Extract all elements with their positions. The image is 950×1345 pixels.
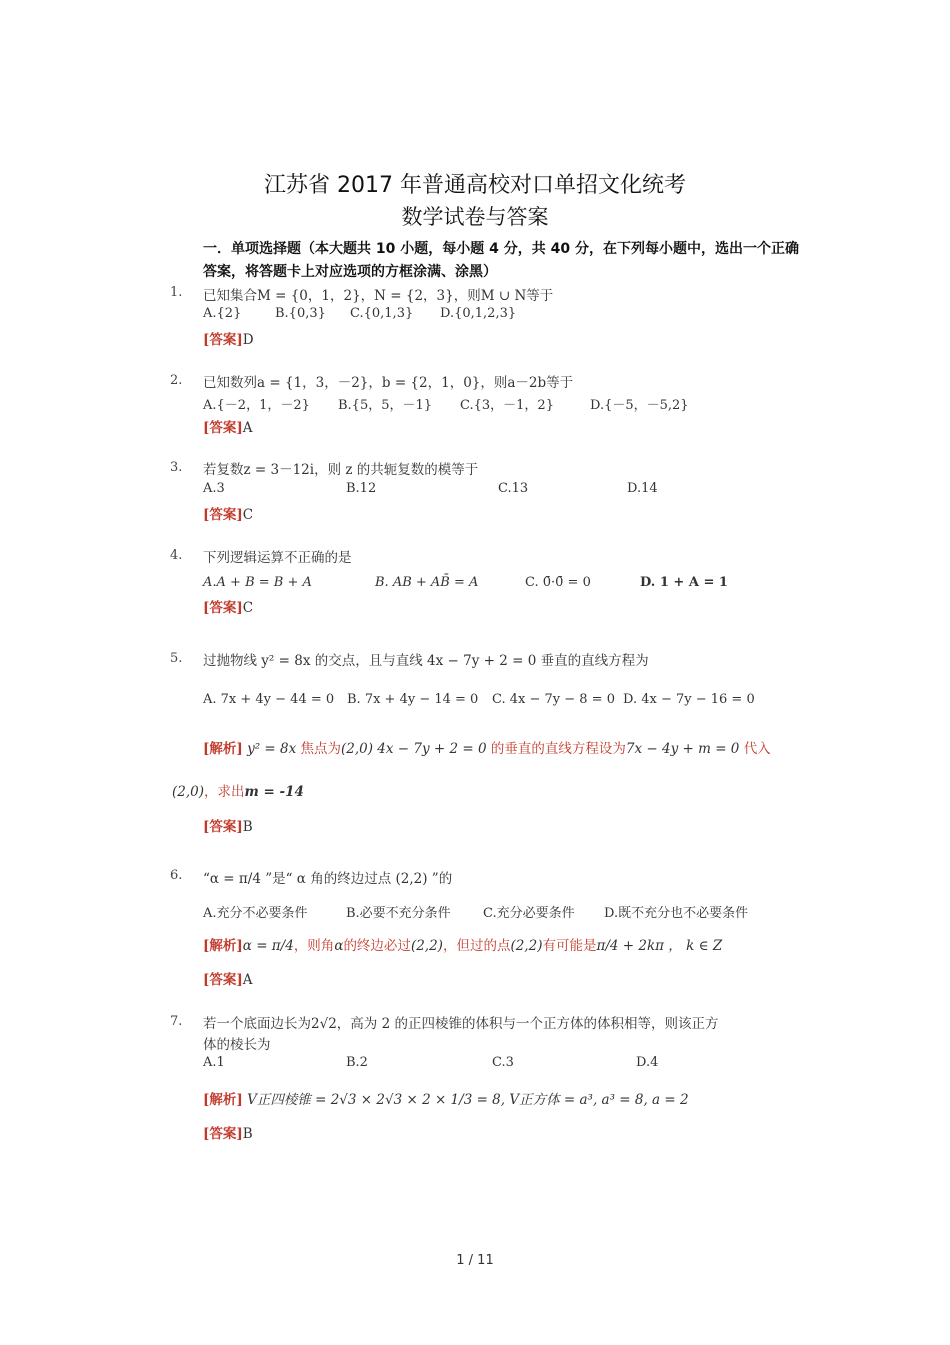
question-number: 6. xyxy=(170,868,183,883)
analysis-formula: π/4 + 2kπ ， k ∈ Z xyxy=(596,938,723,954)
answer-value: A xyxy=(242,972,253,988)
analysis-text: 有可能是 xyxy=(542,938,597,954)
answer-tag: [答案] xyxy=(203,600,243,616)
question-number: 7. xyxy=(170,1014,183,1029)
question-stem: 若一个底面边长为2√2，高为 2 的正四棱锥的体积与一个正方体的体积相等，则该正方 xyxy=(203,1016,719,1032)
option-d: D.既不充分也不必要条件 xyxy=(604,906,749,921)
option-a: A.1 xyxy=(203,1055,225,1070)
option-c: C.充分必要条件 xyxy=(483,906,575,921)
option-d: D.4 xyxy=(636,1055,659,1070)
answer-tag: [答案] xyxy=(203,1126,243,1142)
analysis-formula: (2,2) xyxy=(410,938,443,954)
analysis-formula: 7x − 4y + m = 0 xyxy=(625,741,740,757)
analysis-text: 代入 xyxy=(743,741,771,757)
question-stem: 已知集合M = {0，1，2}，N = {2，3}，则M ∪ N等于 xyxy=(203,288,554,304)
analysis-line xyxy=(203,1088,689,1108)
option-a: A.A + B = B + A xyxy=(203,575,312,590)
analysis-text: ，求出 xyxy=(204,784,245,800)
analysis-result: m = -14 xyxy=(244,784,304,800)
page-subtitle: 数学试卷与答案 xyxy=(401,205,549,229)
analysis-formula: (2,0) 4x − 7y + 2 = 0 xyxy=(341,741,487,757)
answer-value: A xyxy=(242,420,253,436)
question-number: 3. xyxy=(170,460,183,475)
analysis-text: ，则角 xyxy=(293,938,335,954)
answer-tag: [答案] xyxy=(203,972,243,988)
analysis-line xyxy=(203,737,771,757)
analysis-tag: [解析] xyxy=(203,938,243,954)
question-number: 4. xyxy=(170,548,183,563)
option-a: A.{－2，1，－2} xyxy=(203,398,310,413)
page-number: 1 / 11 xyxy=(456,1253,494,1268)
option-b: B. AB + AB̄ = A xyxy=(375,575,479,590)
question-number: 5. xyxy=(170,651,183,666)
option-c: C. 4x − 7y − 8 = 0 xyxy=(492,692,615,707)
option-b: B.12 xyxy=(346,481,377,496)
question-stem: 若复数z = 3－12i，则 z 的共轭复数的模等于 xyxy=(203,462,479,478)
analysis-formula: α xyxy=(334,938,344,954)
answer-line xyxy=(203,503,253,523)
question-stem: 已知数列a = {1，3，－2}，b = {2，1，0}，则a－2b等于 xyxy=(203,375,574,391)
analysis-text: 焦点为 xyxy=(300,741,342,757)
answer-value: D xyxy=(242,332,254,348)
answer-tag: [答案] xyxy=(203,332,243,348)
analysis-tag: [解析] xyxy=(203,1092,243,1108)
option-d: D.14 xyxy=(627,481,658,496)
option-c: C.{0,1,3} xyxy=(350,306,414,321)
analysis-formula: (2,0) xyxy=(172,784,205,800)
answer-value: B xyxy=(242,819,253,835)
question-number: 1. xyxy=(170,285,183,300)
analysis-formula: α = π/4 xyxy=(242,938,294,954)
analysis-text: 的终边必过 xyxy=(343,938,411,954)
analysis-formula: V正四棱锥 = 2√3 × 2√3 × 2 × 1/3 = 8, V正方体 = a³, a³ = 8, a = 2 xyxy=(247,1092,689,1108)
option-a: A.充分不必要条件 xyxy=(203,906,308,921)
option-a: A. 7x + 4y − 44 = 0 xyxy=(203,692,335,707)
analysis-line xyxy=(203,934,722,954)
question-stem: 下列逻辑运算不正确的是 xyxy=(203,550,352,566)
page-title: 江苏省 2017 年普通高校对口单招文化统考 xyxy=(264,173,686,198)
option-a: A.{2} xyxy=(203,306,242,321)
answer-line xyxy=(203,328,254,348)
option-b: B.{5，5，－1} xyxy=(338,398,433,413)
answer-line xyxy=(203,968,253,988)
analysis-tag: [解析] xyxy=(203,741,243,757)
option-c: C.{3，－1，2} xyxy=(460,398,554,413)
option-c: C. 0̄·0̄ = 0 xyxy=(525,575,591,590)
question-stem-continued: 体的棱长为 xyxy=(203,1037,271,1053)
question-stem: 过抛物线 y² = 8x 的交点，且与直线 4x − 7y + 2 = 0 垂直的直线方程为 xyxy=(203,653,649,669)
analysis-text: 的垂直的直线方程设为 xyxy=(490,741,626,757)
question-number: 2. xyxy=(170,373,183,388)
option-b: B.{0,3} xyxy=(275,306,326,321)
option-b: B.必要不充分条件 xyxy=(346,906,451,921)
option-b: B. 7x + 4y − 14 = 0 xyxy=(347,692,479,707)
question-stem: “α = π/4 ”是“ α 角的终边过点 (2,2) ”的 xyxy=(203,871,453,887)
analysis-text: ，但过的点 xyxy=(442,938,511,954)
option-d: D. 1 + A = 1 xyxy=(640,575,728,590)
option-c: C.13 xyxy=(498,481,529,496)
answer-line xyxy=(203,815,253,835)
answer-line xyxy=(203,1122,253,1142)
analysis-formula: (2,2) xyxy=(510,938,543,954)
answer-tag: [答案] xyxy=(203,507,243,523)
answer-tag: [答案] xyxy=(203,819,243,835)
answer-line xyxy=(203,596,253,616)
answer-line xyxy=(203,416,253,436)
option-d: D.{0,1,2,3} xyxy=(440,306,517,321)
answer-value: C xyxy=(242,600,254,616)
option-b: B.2 xyxy=(346,1055,368,1070)
option-d: D.{－5，－5,2} xyxy=(590,398,689,413)
answer-value: C xyxy=(242,507,254,523)
option-c: C.3 xyxy=(492,1055,514,1070)
answer-tag: [答案] xyxy=(203,420,243,436)
section-heading: 一．单项选择题（本大题共 10 小题，每小题 4 分，共 40 分，在下列每小题中，选出一个正确答案，将答题卡上对应选项的方框涂满、涂黑） xyxy=(203,241,799,280)
analysis-line-2 xyxy=(172,780,304,800)
option-d: D. 4x − 7y − 16 = 0 xyxy=(623,692,755,707)
analysis-formula: y² = 8x xyxy=(247,741,297,757)
answer-value: B xyxy=(242,1126,253,1142)
option-a: A.3 xyxy=(203,481,225,496)
